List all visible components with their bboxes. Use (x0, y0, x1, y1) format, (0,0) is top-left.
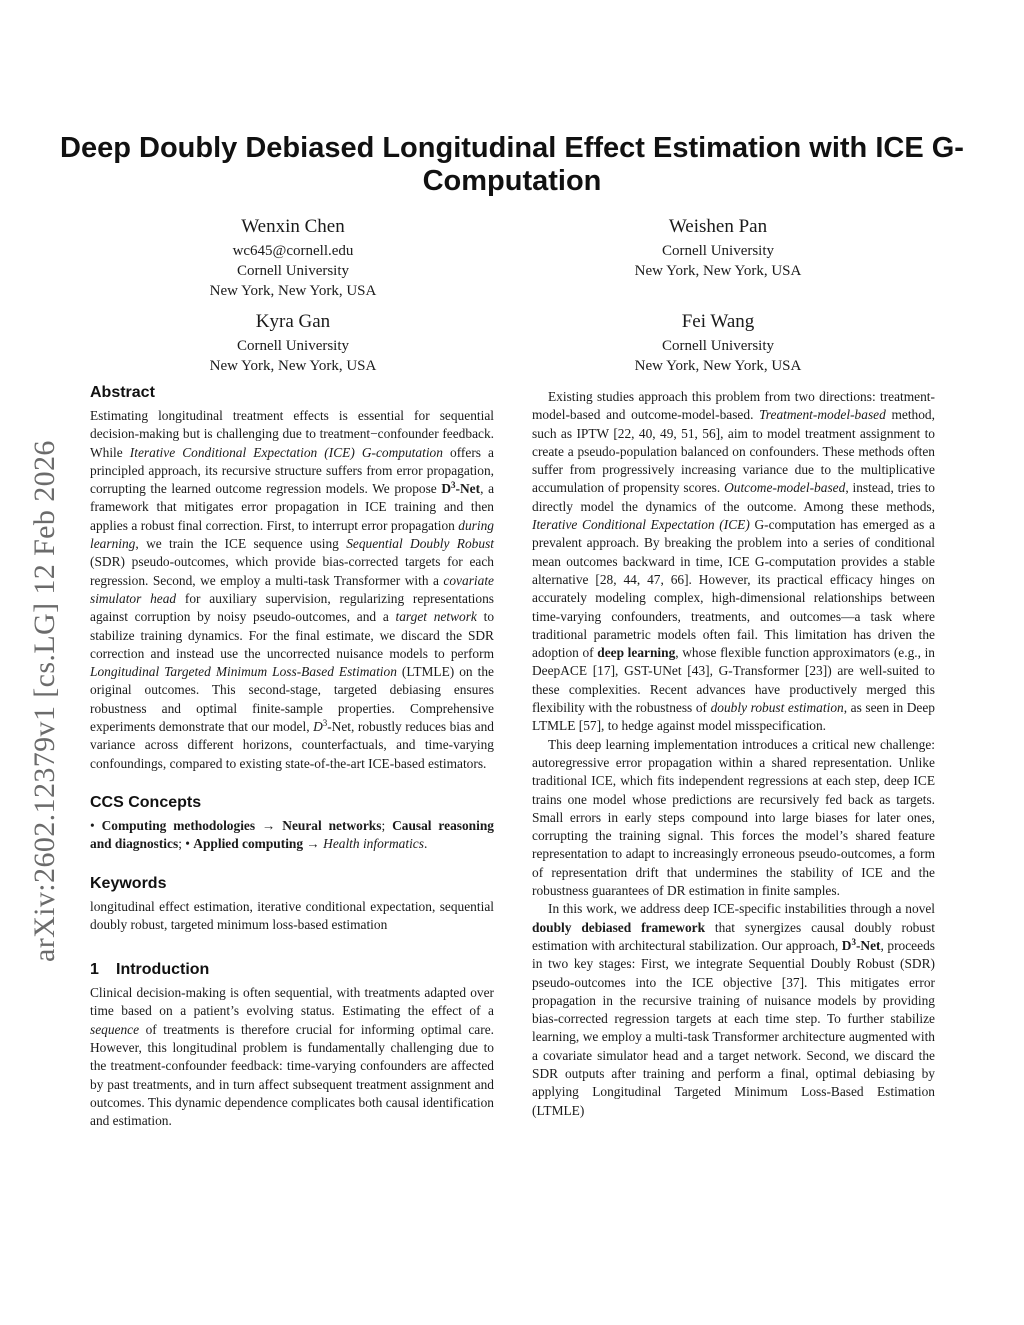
paragraph: In this work, we address deep ICE-specific instabilities through a novel doubly debiased framework that synergizes causal doubly robust estimation with architectural stabilization. Our approach, $D^3$-Net, proceeds in two key stages: First, we integrate Sequential Doubly Robust (SDR) pseudo-outcomes into the ICE objective [37]. This mitigates error propagation in the recursive training of nuisance models by providing bias-corrected regression targets at each time step. To further stabilize learning, we employ a multi-task Transformer architecture augmented with a covariate simulator head and a target network. Second, we discard the SDR outputs after training and perform a final, optimal debiasing by applying Longitudinal Targeted Minimum Loss-Based Estimation (LTMLE) (532, 901, 935, 1118)
author-block (143, 215, 443, 301)
keywords-text: longitudinal effect estimation, iterative conditional expectation, sequential doubly robust, targeted minimum loss-based estimation (90, 898, 494, 932)
abstract-heading: Abstract (90, 384, 155, 401)
abstract-text: Estimating longitudinal treatment effects is essential for sequential decision-making but is challenging due to treatment−confounder feedback. While Iterative Conditional Expectation (ICE) G-computation offers a principled approach, its recursive structure suffers from error propagation, corrupting the learned outcome regression models. We propose $D^3$-Net, a framework that mitigates error propagation in ICE training and then applies a robust final correction. First, to interrupt error propagation during learning, we train the ICE sequence using Sequential Doubly Robust (SDR) pseudo-outcomes, which provide bias-corrected targets for each regression. Second, we employ a multi-task Transformer with a covariate simulator head for auxiliary supervision, regularizing representations against corruption by noisy pseudo-outcomes, and a target network to stabilize training dynamics. For the final estimate, we discard the SDR correction and instead use the uncorrected nuisance models to perform Longitudinal Targeted Minimum Loss-Based Estimation (LTMLE) on the original outcomes. This second-stage, targeted debiasing ensures robustness and optimal finite-sample properties. Comprehensive experiments demonstrate that our model, $D^3$-Net, robustly reduces bias and variance across different horizons, counterfactuals, and time-varying confoundings, compared to existing state-of-the-art ICE-based estimators. (90, 408, 495, 771)
author-block (143, 310, 443, 376)
author-name: Weishen Pan (668, 216, 768, 237)
arxiv-identifier: arXiv:2602.12379v1 [cs.LG] 12 Feb 2026 (28, 440, 61, 962)
author-affiliation: Cornell University (661, 338, 775, 354)
author-name: Kyra Gan (255, 311, 331, 332)
author-affiliation: Cornell University (661, 243, 775, 259)
paragraph: Existing studies approach this problem from two directions: treatment-model-based and outcome-model-based. Treatment-model-based method, such as IPTW [22, 40, 49, 51, 56], aim to model treatment assignment to create a pseudo-population balanced on confounders. These methods often suffer from progressively increasing variance due to the multiplicative accumulation of propensity scores. Outcome-model-based, instead, tries to directly model the dynamics of the outcome. Among these methods, Iterative Conditional Expectation (ICE) G-computation has emerged as a prevalent approach. By breaking the problem into a series of conditional mean outcomes backward in time, ICE G-computation provides a stable alternative [28, 44, 47, 66]. However, its practical efficacy hinges on accurately modeling complex, high-dimensional relationships between time-varying confounders, treatments, and outcomes—a task where traditional parametric models often fail. This limitation has driven the adoption of deep learning, whose flexible function approximators (e.g., in DeepACE [17], GST-UNet [43], G-Transformer [23]) are well-suited to these complexities. Recent advances have productively merged this flexibility with the robustness of doubly robust estimation, as seen in Deep LTMLE [57], to hedge against model misspecification. (532, 389, 936, 734)
author-name: Wenxin Chen (241, 216, 345, 237)
paper-title: Deep Doubly Debiased Longitudinal Effect Estimation with ICE G-Computation (60, 132, 964, 197)
left-column (90, 383, 494, 1131)
author-affiliation: Cornell University (236, 263, 350, 279)
author-email[interactable]: wc645@cornell.edu (232, 243, 354, 259)
paragraph: This deep learning implementation introduces a critical new challenge: autoregressive error propagation within a shared representation. Unlike traditional ICE, which fits independent regressions at each step, deep ICE trains one model whose predictions are recursively fed back as targets. Small errors in early steps compound into large biases for later ones, corrupting the training signal. This forces the model’s shared feature representation to adapt to increasingly erroneous pseudo-outcomes, a form of representation drift that undermines the stability of ICE and the robustness guarantees of DR estimation in finite samples. (532, 736, 935, 899)
author-location: New York, New York, USA (209, 358, 377, 374)
author-location: New York, New York, USA (634, 358, 802, 374)
author-block (568, 215, 868, 281)
author-block (568, 310, 868, 376)
keywords-heading: Keywords (90, 874, 167, 892)
ccs-heading: CCS Concepts (90, 793, 202, 811)
author-affiliation: Cornell University (236, 338, 350, 354)
author-location: New York, New York, USA (634, 263, 802, 279)
author-name: Fei Wang (681, 311, 755, 332)
right-column (532, 388, 935, 1120)
introduction-heading: 1 Introduction (90, 961, 210, 979)
introduction-paragraph: Clinical decision-making is often sequential, with treatments adapted over time based on a patient’s evolving status. Estimating the effect of a sequence of treatments is therefore crucial for informing optimal care. However, this longitudinal problem is fundamentally challenging due to the treatment-confounder feedback: time-varying confounders are affected by past treatments, and in turn affect subsequent treatment assignment and outcomes. This dynamic dependence complicates both causal identification and estimation. (90, 985, 494, 1129)
ccs-concepts: • Computing methodologies → Neural networks; Causal reasoning and diagnostics; • Applied computing → Health informatics. (90, 817, 494, 852)
author-location: New York, New York, USA (209, 283, 377, 299)
